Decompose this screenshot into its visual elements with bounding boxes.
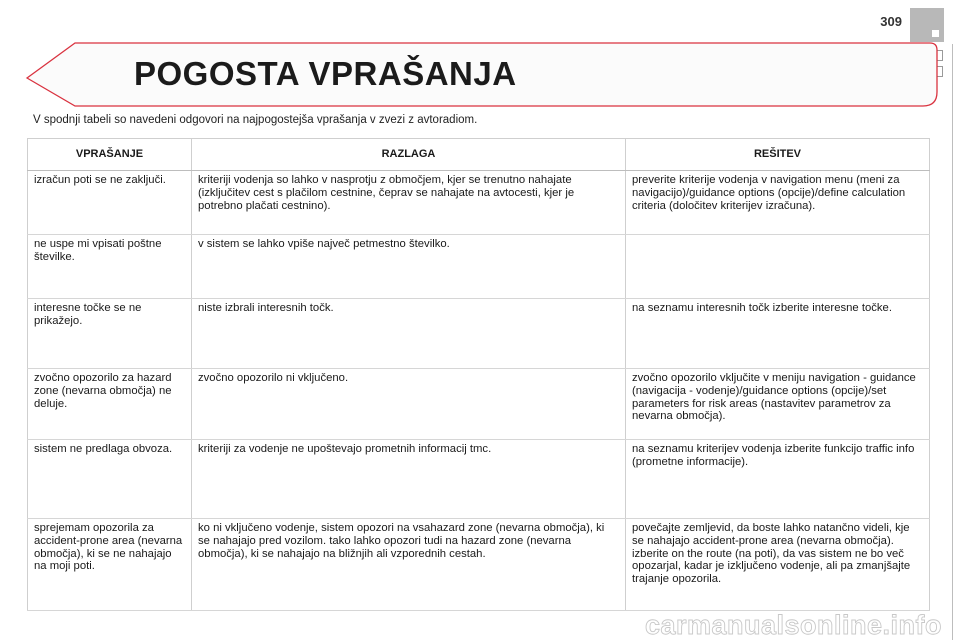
- header-solution: REŠITEV: [626, 139, 930, 171]
- table-row: [28, 235, 930, 299]
- watermark-text: carmanualsonline.info: [644, 610, 942, 640]
- cell-explanation: kriteriji za vodenje ne upoštevajo prometnih informacij tmc.: [192, 440, 626, 519]
- side-divider: [952, 44, 953, 640]
- cell-question: zvočno opozorilo za hazard zone (nevarna območja) ne deluje.: [28, 369, 192, 440]
- faq-table: [27, 138, 930, 611]
- corner-tab-marker: [932, 30, 939, 37]
- table-row: [28, 369, 930, 440]
- cell-question: sistem ne predlaga obvoza.: [28, 440, 192, 519]
- page-title: POGOSTA VPRAŠANJA: [134, 55, 517, 92]
- cell-question: ne uspe mi vpisati poštne številke.: [28, 235, 192, 299]
- cell-solution: na seznamu kriterijev vodenja izberite funkcijo traffic info (prometne informacije).: [626, 440, 930, 519]
- table-row: [28, 299, 930, 369]
- cell-solution: preverite kriterije vodenja v navigation menu (meni za navigacijo)/guidance options (opcije)/define calculation criteria (določitev kriterijev izračuna).: [626, 171, 930, 235]
- cell-explanation: zvočno opozorilo ni vključeno.: [192, 369, 626, 440]
- intro-text: V spodnji tabeli so navedeni odgovori na najpogostejša vprašanja v zvezi z avtoradiom.: [33, 114, 478, 126]
- header-question: VPRAŠANJE: [28, 139, 192, 171]
- table-row: [28, 440, 930, 519]
- page-number: 309: [880, 14, 902, 29]
- cell-solution: [626, 235, 930, 299]
- header-explanation: RAZLAGA: [192, 139, 626, 171]
- corner-tab: [910, 8, 944, 42]
- table-row: [28, 171, 930, 235]
- cell-solution: zvočno opozorilo vključite v meniju navigation - guidance (navigacija - vodenje)/guidance options (opcije)/set parameters for risk areas (nastavitev parametrov za nevarna območja).: [626, 369, 930, 440]
- cell-explanation: kriteriji vodenja so lahko v nasprotju z območjem, kjer se trenutno nahajate (izključitev cest s plačilom cestnine, čeprav se nahajate na avtocesti, kjer je potrebno plačati cestnino).: [192, 171, 626, 235]
- cell-question: sprejemam opozorila za accident-prone area (nevarna območja), ki se ne nahajajo na moji poti.: [28, 519, 192, 611]
- cell-solution: povečajte zemljevid, da boste lahko natančno videli, kje se nahajajo accident-prone area (nevarna območja). izberite on the route (na poti), da vas sistem ne bo več opozarjal, kadar je izključeno vodenje, ali pa zmanjšajte trajanje opozorila.: [626, 519, 930, 611]
- cell-solution: na seznamu interesnih točk izberite interesne točke.: [626, 299, 930, 369]
- table-header-row: [28, 139, 930, 171]
- cell-explanation: v sistem se lahko vpiše največ petmestno številko.: [192, 235, 626, 299]
- cell-question: interesne točke se ne prikažejo.: [28, 299, 192, 369]
- table-row: [28, 519, 930, 611]
- cell-explanation: niste izbrali interesnih točk.: [192, 299, 626, 369]
- cell-question: izračun poti se ne zaključi.: [28, 171, 192, 235]
- cell-explanation: ko ni vključeno vodenje, sistem opozori na vsahazard zone (nevarna območja), ki se nahajajo pred vozilom. tako lahko opozori tudi na hazard zone (nevarna območja), ki se nahajajo na bližnjih ali vzporednih cestah.: [192, 519, 626, 611]
